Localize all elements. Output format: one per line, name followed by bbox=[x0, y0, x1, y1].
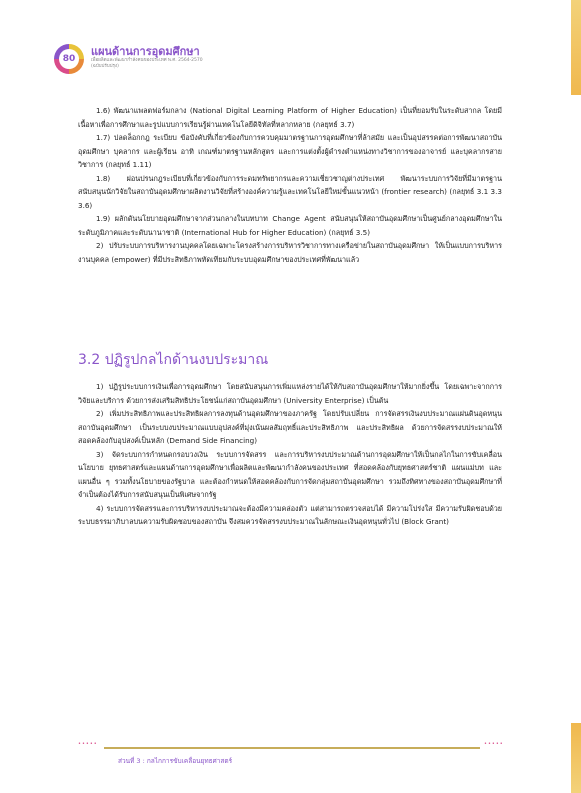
paragraph: 1.8) ผ่อนปรนกฎระเบียบที่เกี่ยวข้องกับการระดมทรัพยากรและความเชี่ยวชาญต่างประเทศ พัฒนาระบบการวิจัยที่มีมาตรฐาน สนับสนุนนักวิจัยในสถาบันอุดมศึกษาผลิตงานวิจัยที่สร้างองค์ความรู้และเทคโนโลยีใหม่ขั้นแนวหน้า (frontier research) (กลยุทธ์ 3.1 3.3 3.6) bbox=[78, 173, 502, 210]
footer-dots-right: ••••• bbox=[484, 741, 504, 747]
decorative-corner-bar-top bbox=[571, 0, 581, 95]
footer-divider bbox=[104, 747, 480, 749]
decorative-corner-bar-bottom bbox=[571, 723, 581, 793]
header-subtitle-line1: เพื่อผลิตและพัฒนากำลังคนของประเทศ พ.ศ. 2564-2570 bbox=[91, 58, 203, 63]
paragraph: 1) ปฏิรูประบบการเงินเพื่อการอุดมศึกษา โดยสนับสนุนการเพิ่มแหล่งรายได้ให้กับสถาบันอุดมศึกษาให้มากยิ่งขึ้น โดยเฉพาะจากการวิจัยและบริการ ด้วยการส่งเสริมสิทธิประโยชน์แก่สถาบันอุดมศึกษา (University Enterprise) เป็นต้น bbox=[78, 382, 502, 405]
footer-section-label: ส่วนที่ 3 : กลไกการขับเคลื่อนยุทธศาสตร์ bbox=[118, 757, 233, 765]
paragraph: 2) ปรับระบบการบริหารงานบุคคลโดยเฉพาะโครงสร้างการบริหารวิชาการทางเครือข่ายในสถาบันอุดมศึกษา ให้เป็นแบบการบริหารงานบุคคล (empower) ที่มีประสิทธิภาพทัดเทียมกับระบบอุดมศึกษาของประเทศที่พัฒนาแล้ว bbox=[78, 241, 502, 264]
body-text-top bbox=[78, 104, 502, 266]
paragraph: 1.9) ผลักดันนโยบายอุดมศึกษาจากส่วนกลางในบทบาท Change Agent สนับสนุนให้สถาบันอุดมศึกษาเป็นศูนย์กลางอุดมศึกษาในระดับภูมิภาคและระดับนานาชาติ (International Hub for Higher Education) (กลยุทธ์ 3.5) bbox=[78, 214, 502, 237]
header-subtitle-line2: (ฉบับปรับปรุง) bbox=[91, 64, 119, 69]
paragraph: 4) ระบบการจัดสรรและการบริหารงบประมาณจะต้องมีความคล่องตัว แต่สามารถตรวจสอบได้ มีความโปร่งใส มีความรับผิดชอบด้วยระบบธรรมาภิบาลบนความรับผิดชอบของสถาบัน จึงสมควรจัดสรรงบประมาณในลักษณะเงินอุดหนุนทั่วไป (Block Grant) bbox=[78, 503, 502, 526]
paragraph: 3) จัดระบบการกำหนดกรอบวงเงิน ระบบการจัดสรร และการบริหารงบประมาณด้านการอุดมศึกษาให้เป็นกลไกในการขับเคลื่อนนโยบาย ยุทธศาสตร์และแผนด้านการอุดมศึกษาเพื่อผลิตและพัฒนากำลังคนของประเทศ ที่สอดคล้องกับยุทธศาสตร์ชาติ แผนแม่บท และแผนอื่น ๆ รวมทั้งนโยบายของรัฐบาล และต้องกำหนดให้สอดคล้องกับการจัดกลุ่มสถาบันอุดมศึกษา รวมถึงทิศทางของสถาบันอุดมศึกษาที่จำเป็นต้องได้รับการสนับสนุนเป็นพิเศษจากรัฐ bbox=[78, 449, 502, 499]
page-number-badge bbox=[54, 44, 84, 74]
header-title: แผนด้านการอุดมศึกษา bbox=[91, 45, 200, 58]
body-text-bottom bbox=[78, 380, 502, 529]
paragraph: 1.7) ปลดล็อกกฎ ระเบียบ ข้อบังคับที่เกี่ยวข้องกับการควบคุมมาตรฐานการอุดมศึกษาที่ล้าสมัย และเป็นอุปสรรคต่อการพัฒนาสถาบันอุดมศึกษา บุคลากร และผู้เรียน อาทิ เกณฑ์มาตรฐานหลักสูตร และการแต่งตั้งผู้ดำรงตำแหน่งทางวิชาการของอาจารย์ และบุคลากรสายวิชาการ (กลยุทธ์ 1.11) bbox=[78, 133, 502, 169]
paragraph: 2) เพิ่มประสิทธิภาพและประสิทธิผลการลงทุนด้านอุดมศึกษาของภาครัฐ โดยปรับเปลี่ยน การจัดสรรเงินงบประมาณแผ่นดินอุดหนุนสถาบันอุดมศึกษา เป็นระบบงบประมาณแบบอุปสงค์ที่มุ่งเน้นผลสัมฤทธิ์และประสิทธิภาพ และประสิทธิผล ด้วยการจัดสรรงบประมาณให้สอดคล้องกับอุปสงค์เป็นหลัก (Demand Side Financing) bbox=[78, 409, 502, 445]
running-header bbox=[91, 45, 291, 70]
section-heading: 3.2 ปฏิรูปกลไกด้านงบประมาณ bbox=[78, 352, 269, 368]
footer-dots-left: ••••• bbox=[78, 741, 98, 747]
paragraph: 1.6) พัฒนาแพลตฟอร์มกลาง (National Digital Learning Platform of Higher Education) เป็นที่ยอมรับในระดับสากล โดยมีเนื้อหาเพื่อการศึกษาและรูปแบบการเรียนรู้ผ่านเทคโนโลยีดิจิทัลที่หลากหลาย (กลยุทธ์ 3.7) bbox=[78, 106, 502, 129]
page-number: 80 bbox=[59, 49, 79, 69]
